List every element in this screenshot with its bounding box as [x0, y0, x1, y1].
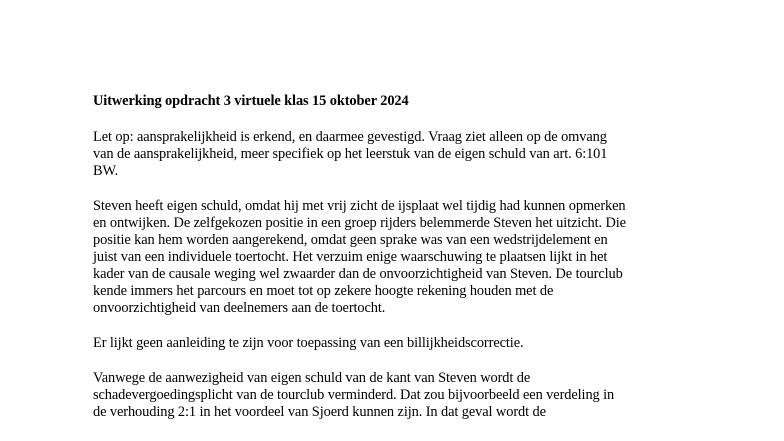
paragraph-reduction — [93, 370, 693, 421]
text-line: van de aansprakelijkheid, meer specifiek op het leerstuk van de eigen schuld van art. 6:101 — [93, 146, 608, 162]
paragraph-fairness-correction — [93, 335, 693, 352]
text-line: de verhouding 2:1 in het voordeel van Sjoerd kunnen zijn. In dat geval wordt de — [93, 404, 546, 420]
spacer — [93, 180, 693, 198]
spacer — [93, 317, 693, 335]
text-line: onvoorzichtigheid van deelnemers aan de toertocht. — [93, 300, 386, 316]
spacer — [93, 352, 693, 370]
text-line: Steven heeft eigen schuld, omdat hij met vrij zicht de ijsplaat wel tijdig had kunnen opmerken — [93, 198, 626, 214]
paragraph-own-fault — [93, 198, 693, 317]
text-line: Let op: aansprakelijkheid is erkend, en daarmee gevestigd. Vraag ziet alleen op de omvang — [93, 129, 607, 145]
text-line: Vanwege de aanwezigheid van eigen schuld van de kant van Steven wordt de — [93, 370, 531, 386]
paragraph-liability-note — [93, 129, 693, 180]
document-title: Uitwerking opdracht 3 virtuele klas 15 oktober 2024 — [93, 93, 409, 109]
document-body — [93, 93, 693, 421]
text-line: BW. — [93, 163, 119, 179]
text-line: en ontwijken. De zelfgekozen positie in een groep rijders belemmerde Steven het uitzicht. Die — [93, 215, 626, 231]
text-line: kende immers het parcours en moet tot op zekere hoogte rekening houden met de — [93, 283, 554, 299]
text-line: schadevergoedingsplicht van de tourclub verminderd. Dat zou bijvoorbeeld een verdeling in — [93, 387, 615, 403]
text-line: Er lijkt geen aanleiding te zijn voor toepassing van een billijkheidscorrectie. — [93, 335, 524, 351]
text-line: juist van een individuele toertocht. Het verzuim enige waarschuwing te plaatsen lijkt in het — [93, 249, 608, 265]
text-line: kader van de causale weging wel zwaarder dan de onvoorzichtigheid van Steven. De tourclub — [93, 266, 623, 282]
text-line: positie kan hem worden aangerekend, omdat geen sprake was van een wedstrijdelement en — [93, 232, 608, 248]
spacer — [93, 110, 693, 129]
